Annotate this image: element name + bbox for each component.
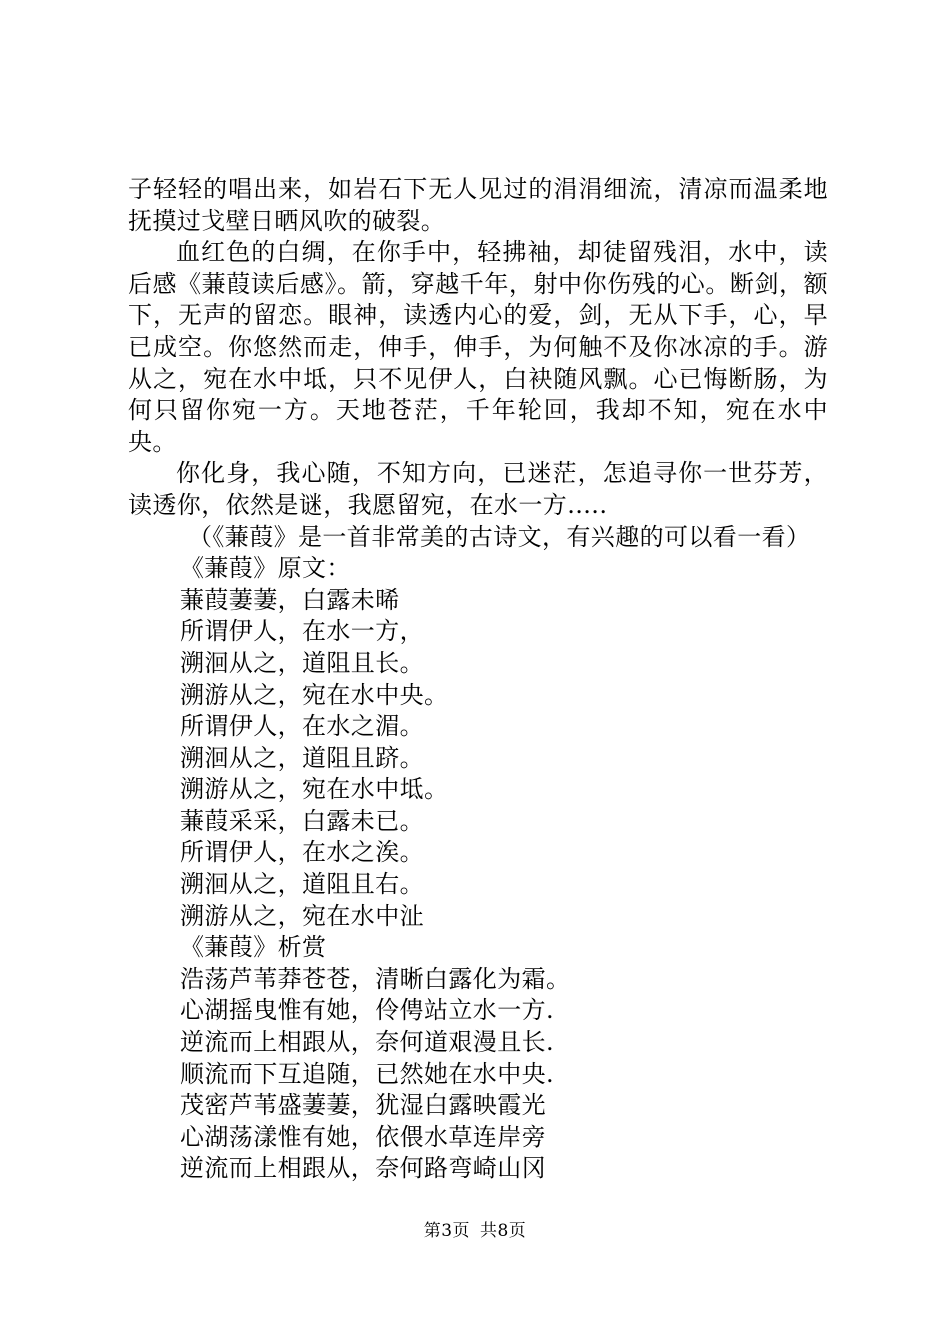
poem-line: 所谓伊人，在水之湄。 (180, 712, 424, 741)
poem-line: 逆流而上相跟从，奈何路弯崎山冈 (180, 1154, 546, 1183)
poem-line: 溯洄从之，道阻且长。 (180, 648, 424, 677)
poem-line: 溯游从之，宛在水中坻。 (180, 775, 449, 804)
original-poem (128, 553, 828, 932)
paragraph-note: （《蒹葭》是一首非常美的古诗文，有兴趣的可以看一看） (188, 522, 811, 551)
poem-line: 逆流而上相跟从，奈何道艰漫且长. (180, 1028, 555, 1057)
poem-line: 蒹葭萋萋，白露未晞 (180, 585, 400, 614)
appreciation-heading: 《蒹葭》析赏 (180, 933, 327, 962)
poem-line: 所谓伊人，在水之涘。 (180, 838, 424, 867)
poem-line: 浩荡芦苇莽苍苍，清晰白露化为霜。 (180, 964, 571, 993)
poem-line: 溯洄从之，道阻且跻。 (180, 743, 424, 772)
paragraph-continuation: 子轻轻的唱出来，如岩石下无人见过的涓涓细流，清凉而温柔地抚摸过戈壁日晒风吹的破裂。 (128, 175, 828, 235)
poem-line: 溯游从之，宛在水中央。 (180, 680, 449, 709)
poem-line: 茂密芦苇盛萋萋，犹湿白露映霞光 (180, 1091, 546, 1120)
appreciation-poem (128, 932, 828, 1185)
poem-line: 蒹葭采采，白露未已。 (180, 806, 424, 835)
poem-line: 所谓伊人，在水一方， (180, 617, 424, 646)
poem-line: 心湖摇曳惟有她，伶俜站立水一方. (180, 996, 555, 1025)
paragraph-reflection: 血红色的白绸，在你手中，轻拂袖，却徒留残泪，水中，读后感《蒹葭读后感》。箭，穿越千年，射中你伤残的心。断剑，额下，无声的留恋。眼神，读透内心的爱，剑，无从下手，心，早已成空。你悠然而走，伸手，伸手，为何触不及你冰凉的手。游从之，宛在水中坻，只不见伊人，白袂随风飘。心已悔断肠，为何只留你宛一方。天地苍茫，千年轮回，我却不知，宛在水中央。 (128, 238, 828, 456)
poem-line: 溯游从之，宛在水中沚 (180, 901, 424, 930)
poem-line: 心湖荡漾惟有她，依偎水草连岸旁 (180, 1122, 546, 1151)
original-poem-heading: 《蒹葭》原文： (180, 554, 351, 583)
poem-line: 溯洄从之，道阻且右。 (180, 870, 424, 899)
page-number: 第3页 (423, 1221, 471, 1241)
document-body (128, 174, 828, 1185)
page-total: 共8页 (479, 1221, 527, 1241)
page-footer (0, 1216, 950, 1241)
paragraph-closing: 你化身，我心随，不知方向，已迷茫，怎追寻你一世芬芳，读透你，依然是谜，我愿留宛，在水一方..... (128, 459, 828, 519)
poem-line: 顺流而下互追随，已然她在水中央. (180, 1059, 555, 1088)
